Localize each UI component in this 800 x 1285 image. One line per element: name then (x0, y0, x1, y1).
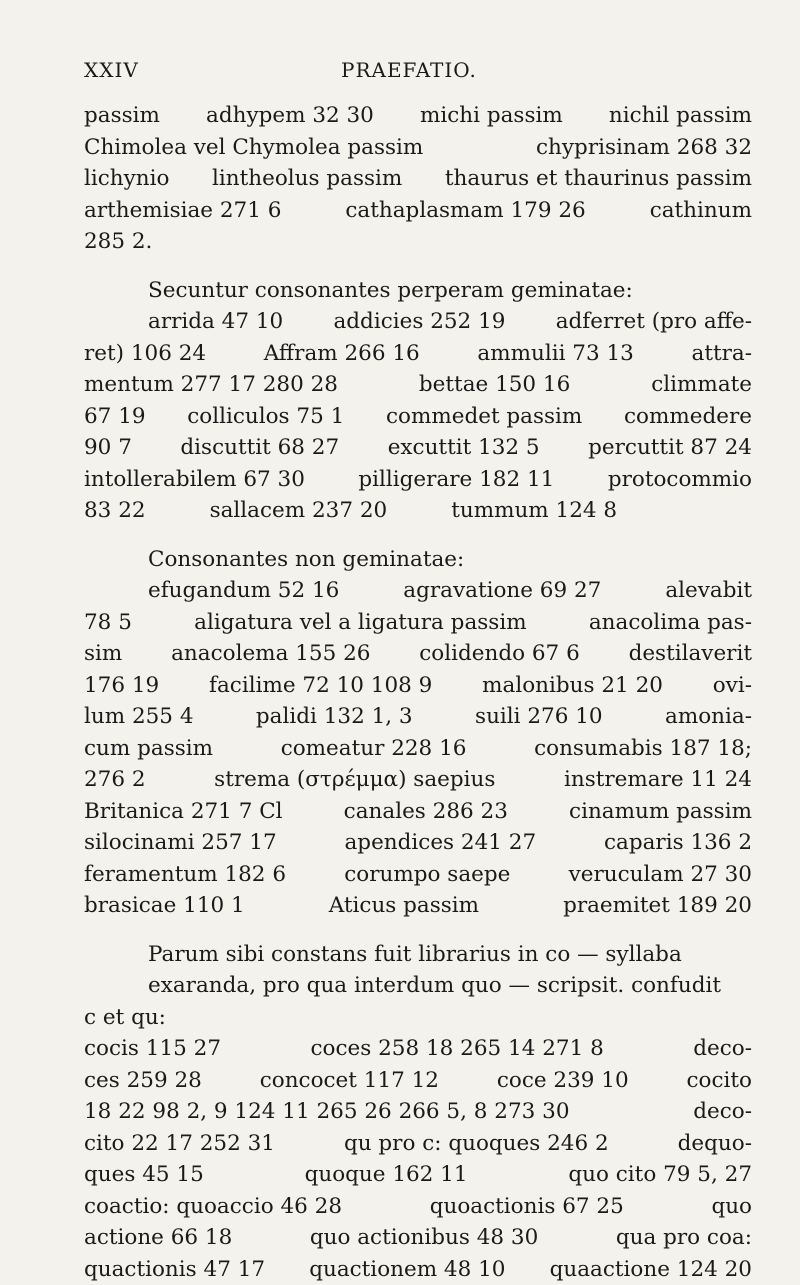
index-entry: intollerabilem 67 30 (84, 464, 305, 496)
index-entry: qua pro coa: (616, 1222, 752, 1254)
index-entry: adferret (pro affe- (556, 306, 752, 338)
index-entry: canales 286 23 (344, 796, 508, 828)
index-entry: ammulii 73 13 (477, 338, 633, 370)
paragraph-gap (84, 258, 752, 275)
index-entry: 18 22 98 2, 9 124 11 265 26 266 5, 8 273 30 (84, 1096, 570, 1128)
index-entry: concocet 117 12 (260, 1065, 439, 1097)
index-entry: cito 22 17 252 31 (84, 1128, 275, 1160)
index-entry: facilime 72 10 108 9 (209, 670, 432, 702)
index-entry: tummum 124 8 (451, 495, 617, 527)
text-line (84, 733, 752, 765)
index-entry: coces 258 18 265 14 271 8 (310, 1033, 603, 1065)
index-entry: 67 19 (84, 401, 146, 433)
text-line (84, 1096, 752, 1128)
index-entry: lintheolus passim (212, 163, 402, 195)
paragraph-gap (84, 922, 752, 939)
text-line (84, 1222, 752, 1254)
text-line (84, 306, 752, 338)
index-entry: quaactione 124 20 (550, 1254, 752, 1285)
text-line (84, 1002, 752, 1034)
text-line (84, 1254, 752, 1285)
index-entry: Chimolea vel Chymolea passim (84, 132, 423, 164)
index-entry: 276 2 (84, 764, 146, 796)
text-line (84, 1191, 752, 1223)
index-entry: deco- (693, 1033, 752, 1065)
index-entry: lum 255 4 (84, 701, 194, 733)
index-entry: cum passim (84, 733, 213, 765)
text-line (84, 226, 752, 258)
index-entry: instremare 11 24 (564, 764, 752, 796)
index-entry: consumabis 187 18; (534, 733, 752, 765)
index-entry: ret) 106 24 (84, 338, 206, 370)
index-entry: quoque 162 11 (305, 1159, 468, 1191)
running-title: PRAEFATIO. (341, 58, 477, 82)
index-entry: attra- (692, 338, 752, 370)
index-entry: quo actionibus 48 30 (310, 1222, 538, 1254)
index-entry: strema (στρέμμα) saepius (214, 764, 495, 796)
index-entry: amonia- (665, 701, 752, 733)
text-line (84, 1033, 752, 1065)
paragraph-lead (84, 544, 752, 576)
index-entry: quactionis 47 17 (84, 1254, 265, 1285)
index-entry: quoactionis 67 25 (430, 1191, 624, 1223)
index-entry: sallacem 237 20 (210, 495, 388, 527)
index-entry: anacolima pas- (589, 607, 752, 639)
index-entry: excuttit 132 5 (388, 432, 540, 464)
index-entry: destilaverit (629, 638, 752, 670)
index-entry: aligatura vel a ligatura passim (194, 607, 526, 639)
text-line (84, 132, 752, 164)
index-entry: malonibus 21 20 (482, 670, 663, 702)
index-entry: Britanica 271 7 Cl (84, 796, 283, 828)
index-entry: agravatione 69 27 (403, 575, 601, 607)
text-line (84, 195, 752, 227)
page-number: XXIV (84, 58, 139, 82)
index-entry: commedet passim (386, 401, 582, 433)
index-entry: actione 66 18 (84, 1222, 232, 1254)
index-entry: suili 276 10 (475, 701, 603, 733)
text-line (84, 796, 752, 828)
index-entry: feramentum 182 6 (84, 859, 286, 891)
index-entry: Aticus passim (329, 890, 479, 922)
index-entry: chyprisinam 268 32 (536, 132, 752, 164)
index-entry: praemitet 189 20 (563, 890, 752, 922)
index-entry: 90 7 (84, 432, 132, 464)
text-line (84, 827, 752, 859)
index-entry: 83 22 (84, 495, 146, 527)
index-entry: cinamum passim (569, 796, 752, 828)
index-entry: Affram 266 16 (264, 338, 420, 370)
text-line (84, 701, 752, 733)
index-entry: colliculos 75 1 (187, 401, 344, 433)
index-entry: nichil passim (609, 100, 752, 132)
index-entry: percuttit 87 24 (588, 432, 752, 464)
index-entry: arrida 47 10 (148, 306, 283, 338)
index-entry: addicies 252 19 (333, 306, 505, 338)
text-line (84, 575, 752, 607)
lead-text: Secuntur consonantes perperam geminatae: (148, 275, 633, 307)
text-line (84, 401, 752, 433)
text-line (84, 1159, 752, 1191)
text-line (84, 338, 752, 370)
index-entry: cocis 115 27 (84, 1033, 221, 1065)
text-line (84, 890, 752, 922)
index-entry: coactio: quoaccio 46 28 (84, 1191, 342, 1223)
index-entry: quactionem 48 10 (309, 1254, 505, 1285)
index-entry: discuttit 68 27 (180, 432, 339, 464)
index-entry: apendices 241 27 (344, 827, 536, 859)
index-entry: anacolema 155 26 (171, 638, 370, 670)
text-line (84, 670, 752, 702)
index-entry: pilligerare 182 11 (358, 464, 554, 496)
index-entry: thaurus et thaurinus passim (445, 163, 752, 195)
index-entry: silocinami 257 17 (84, 827, 277, 859)
index-entry: deco- (693, 1096, 752, 1128)
text-line (84, 1128, 752, 1160)
index-entry: cocito (686, 1065, 752, 1097)
index-entry: alevabit (665, 575, 752, 607)
index-entry: climmate (651, 369, 752, 401)
index-entry: adhypem 32 30 (206, 100, 374, 132)
index-entry: corumpo saepe (344, 859, 510, 891)
index-entry: mentum 277 17 280 28 (84, 369, 338, 401)
text-line (84, 970, 752, 1002)
text-line (84, 638, 752, 670)
text-line (84, 369, 752, 401)
index-entry: 78 5 (84, 607, 132, 639)
index-entry: quo cito 79 5, 27 (568, 1159, 752, 1191)
text-line (84, 764, 752, 796)
index-entry: 285 2. (84, 226, 152, 258)
index-entry: bettae 150 16 (419, 369, 570, 401)
index-entry: qu pro c: quoques 246 2 (344, 1128, 609, 1160)
text-line (84, 1065, 752, 1097)
index-entry: c et qu: (84, 1002, 166, 1034)
index-entry: lichynio (84, 163, 169, 195)
index-entry: dequo- (678, 1128, 752, 1160)
index-entry: quo (711, 1191, 752, 1223)
index-entry: passim (84, 100, 160, 132)
index-entry: comeatur 228 16 (281, 733, 467, 765)
index-entry: brasicae 110 1 (84, 890, 245, 922)
index-entry: protocommio (608, 464, 752, 496)
paragraph-lead (84, 939, 752, 971)
text-line (84, 163, 752, 195)
page-body (84, 100, 752, 1285)
index-entry: palidi 132 1, 3 (256, 701, 413, 733)
index-entry: sim (84, 638, 122, 670)
text-line (84, 432, 752, 464)
text-line (84, 607, 752, 639)
paragraph-gap (84, 527, 752, 544)
index-entry: veruculam 27 30 (569, 859, 752, 891)
index-entry: coce 239 10 (497, 1065, 629, 1097)
text-line (84, 464, 752, 496)
index-entry: cathinum (650, 195, 752, 227)
paragraph-lead (84, 275, 752, 307)
index-entry: ovi- (713, 670, 752, 702)
text-line (84, 859, 752, 891)
index-entry: 176 19 (84, 670, 159, 702)
index-entry: exaranda, pro qua interdum quo — scripsit. confudit (148, 970, 721, 1002)
index-entry: arthemisiae 271 6 (84, 195, 281, 227)
index-entry: cathaplasmam 179 26 (345, 195, 585, 227)
lead-text: Parum sibi constans fuit librarius in co — syllaba (148, 939, 682, 971)
index-entry: michi passim (420, 100, 563, 132)
text-line (84, 495, 752, 527)
index-entry: colidendo 67 6 (419, 638, 579, 670)
index-entry: caparis 136 2 (604, 827, 752, 859)
index-entry: efugandum 52 16 (148, 575, 339, 607)
index-entry: commedere (624, 401, 752, 433)
text-line (84, 100, 752, 132)
index-entry: ces 259 28 (84, 1065, 202, 1097)
index-entry: ques 45 15 (84, 1159, 204, 1191)
lead-text: Consonantes non geminatae: (148, 544, 464, 576)
